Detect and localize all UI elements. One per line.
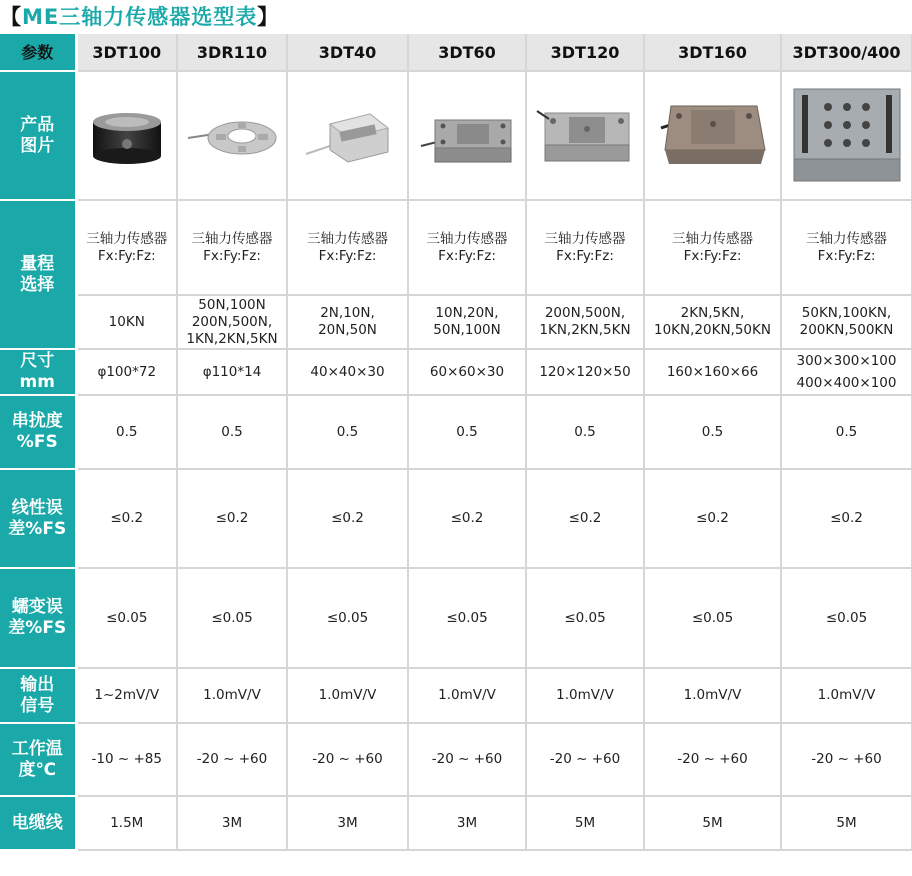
cylinder-sensor-image xyxy=(87,106,167,166)
param-label: 参数 xyxy=(0,34,76,71)
range-desc-cell: 三轴力传感器 Fx:Fy:Fz: xyxy=(644,200,781,295)
model-header: 3DR110 xyxy=(177,34,287,71)
linearity-cell: ≤0.2 xyxy=(76,469,177,568)
range-value-cell: 50KN,100KN, 200KN,500KN xyxy=(781,295,912,349)
creep-label: 蠕变误 差%FS xyxy=(0,568,76,668)
cable-cell: 5M xyxy=(644,796,781,850)
size-cell: 60×60×30 xyxy=(408,349,526,395)
range-desc-cell: 三轴力传感器 Fx:Fy:Fz: xyxy=(408,200,526,295)
temp-cell: -20 ~ +60 xyxy=(526,723,644,796)
model-header: 3DT60 xyxy=(408,34,526,71)
crosstalk-row xyxy=(0,395,912,469)
range-desc-row xyxy=(0,200,912,295)
linearity-cell: ≤0.2 xyxy=(526,469,644,568)
linearity-row xyxy=(0,469,912,568)
model-header: 3DT160 xyxy=(644,34,781,71)
linearity-cell: ≤0.2 xyxy=(644,469,781,568)
output-label: 输出 信号 xyxy=(0,668,76,723)
creep-cell: ≤0.05 xyxy=(76,568,177,668)
temp-label: 工作温 度℃ xyxy=(0,723,76,796)
cable-cell: 3M xyxy=(177,796,287,850)
cable-cell: 5M xyxy=(781,796,912,850)
cable-cell: 3M xyxy=(408,796,526,850)
crosstalk-cell: 0.5 xyxy=(781,395,912,469)
crosstalk-cell: 0.5 xyxy=(644,395,781,469)
cable-cell: 3M xyxy=(287,796,408,850)
creep-row xyxy=(0,568,912,668)
output-cell: 1.0mV/V xyxy=(644,668,781,723)
temp-cell: -20 ~ +60 xyxy=(408,723,526,796)
model-header: 3DT40 xyxy=(287,34,408,71)
output-cell: 1~2mV/V xyxy=(76,668,177,723)
size-cell: 160×160×66 xyxy=(644,349,781,395)
creep-cell: ≤0.05 xyxy=(644,568,781,668)
product-image-3dr110 xyxy=(177,71,287,200)
range-desc-cell: 三轴力传感器 Fx:Fy:Fz: xyxy=(526,200,644,295)
cable-label: 电缆线 xyxy=(0,796,76,850)
linearity-cell: ≤0.2 xyxy=(287,469,408,568)
product-image-3dt100 xyxy=(76,71,177,200)
size-cell: 120×120×50 xyxy=(526,349,644,395)
model-header: 3DT100 xyxy=(76,34,177,71)
crosstalk-cell: 0.5 xyxy=(177,395,287,469)
size-cell: φ110*14 xyxy=(177,349,287,395)
product-image-3dt120 xyxy=(526,71,644,200)
output-row xyxy=(0,668,912,723)
creep-cell: ≤0.05 xyxy=(781,568,912,668)
product-image-3dt300 xyxy=(781,71,912,200)
range-desc-cell: 三轴力传感器 Fx:Fy:Fz: xyxy=(177,200,287,295)
model-header: 3DT300/400 xyxy=(781,34,912,71)
range-value-cell: 50N,100N 200N,500N, 1KN,2KN,5KN xyxy=(177,295,287,349)
creep-cell: ≤0.05 xyxy=(526,568,644,668)
selection-table xyxy=(0,34,912,851)
crosstalk-cell: 0.5 xyxy=(76,395,177,469)
header-row xyxy=(0,34,912,71)
product-image-3dt40 xyxy=(287,71,408,200)
temp-cell: -20 ~ +60 xyxy=(781,723,912,796)
linearity-cell: ≤0.2 xyxy=(408,469,526,568)
range-label: 量程 选择 xyxy=(0,200,76,349)
model-header: 3DT120 xyxy=(526,34,644,71)
output-cell: 1.0mV/V xyxy=(408,668,526,723)
cable-cell: 5M xyxy=(526,796,644,850)
block-sensor-image xyxy=(419,102,515,170)
crosstalk-cell: 0.5 xyxy=(287,395,408,469)
range-value-cell: 10N,20N, 50N,100N xyxy=(408,295,526,349)
output-cell: 1.0mV/V xyxy=(526,668,644,723)
crosstalk-label: 串扰度 %FS xyxy=(0,395,76,469)
output-cell: 1.0mV/V xyxy=(287,668,408,723)
range-desc-cell: 三轴力传感器 Fx:Fy:Fz: xyxy=(76,200,177,295)
s-type-sensor-image xyxy=(300,100,396,172)
size-label: 尺寸 mm xyxy=(0,349,76,395)
size-cell: 40×40×30 xyxy=(287,349,408,395)
range-value-cell: 10KN xyxy=(76,295,177,349)
plate-sensor-image xyxy=(535,99,635,173)
temp-cell: -20 ~ +60 xyxy=(644,723,781,796)
size-cell: 300×300×100 400×400×100 xyxy=(781,349,912,395)
product-image-3dt160 xyxy=(644,71,781,200)
range-desc-cell: 三轴力传感器 Fx:Fy:Fz: xyxy=(287,200,408,295)
heavy-plate-sensor-image xyxy=(788,81,906,191)
temp-cell: -10 ~ +85 xyxy=(76,723,177,796)
crosstalk-cell: 0.5 xyxy=(526,395,644,469)
linearity-cell: ≤0.2 xyxy=(177,469,287,568)
linearity-label: 线性误 差%FS xyxy=(0,469,76,568)
page-title: 【ME三轴力传感器选型表】 xyxy=(0,5,280,29)
temp-cell: -20 ~ +60 xyxy=(287,723,408,796)
linearity-cell: ≤0.2 xyxy=(781,469,912,568)
temp-row xyxy=(0,723,912,796)
image-label: 产品 图片 xyxy=(0,71,76,200)
range-value-cell: 2N,10N, 20N,50N xyxy=(287,295,408,349)
range-value-cell: 200N,500N, 1KN,2KN,5KN xyxy=(526,295,644,349)
cable-row xyxy=(0,796,912,850)
image-row xyxy=(0,71,912,200)
creep-cell: ≤0.05 xyxy=(177,568,287,668)
creep-cell: ≤0.05 xyxy=(408,568,526,668)
cable-cell: 1.5M xyxy=(76,796,177,850)
crosstalk-cell: 0.5 xyxy=(408,395,526,469)
output-cell: 1.0mV/V xyxy=(781,668,912,723)
size-cell: φ100*72 xyxy=(76,349,177,395)
size-row xyxy=(0,349,912,395)
product-image-3dt60 xyxy=(408,71,526,200)
output-cell: 1.0mV/V xyxy=(177,668,287,723)
range-desc-cell: 三轴力传感器 Fx:Fy:Fz: xyxy=(781,200,912,295)
creep-cell: ≤0.05 xyxy=(287,568,408,668)
range-values-row xyxy=(0,295,912,349)
large-plate-sensor-image xyxy=(657,94,769,178)
ring-sensor-image xyxy=(184,108,280,164)
temp-cell: -20 ~ +60 xyxy=(177,723,287,796)
range-value-cell: 2KN,5KN, 10KN,20KN,50KN xyxy=(644,295,781,349)
